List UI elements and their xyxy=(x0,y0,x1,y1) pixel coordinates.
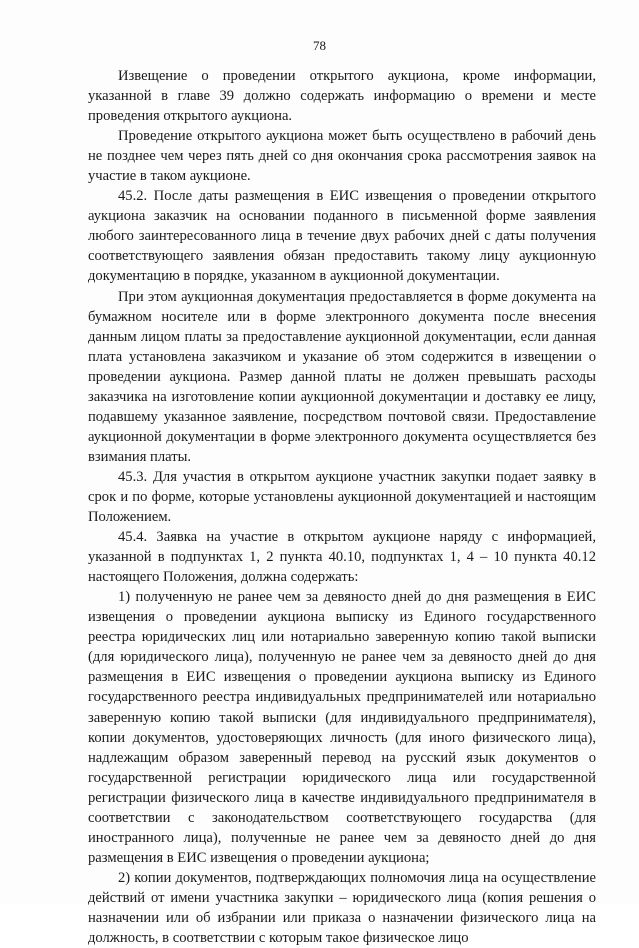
paragraph: Извещение о проведении открытого аукциона, кроме информации, указанной в главе 39 должно содержать информацию о времени и месте проведения открытого аукциона. xyxy=(88,68,596,125)
paragraph: 45.2. После даты размещения в ЕИС извещения о проведении открытого аукциона заказчик на основании поданного в письменной форме заявления любого заинтересованного лица в течение двух рабочих дней с даты получения соответствующего заявления обязан предоставить такому лицу аукционную документацию в порядке, указанном в аукционной документации. xyxy=(88,188,596,285)
paragraph: 45.4. Заявка на участие в открытом аукционе наряду с информацией, указанной в подпунктах 1, 2 пункта 40.10, подпунктах 1, 4 – 10 пункта 40.12 настоящего Положения, должна содержать: xyxy=(88,529,596,586)
page-number: 78 xyxy=(313,38,326,53)
body-text xyxy=(88,66,596,948)
paragraph: 2) копии документов, подтверждающих полномочия лица на осуществление действий от имени участника закупки – юридического лица (копия решения о назначении или об избрании или приказа о назначении физического лица на должность, в соответствии с которым такое физическое лицо xyxy=(88,869,596,947)
paragraph: При этом аукционная документация предоставляется в форме документа на бумажном носителе или в форме электронного документа после внесения данным лицом платы за предоставление аукционной документации, если данная плата установлена заказчиком и указание об этом содержится в извещении о проведении аукциона. Размер данной платы не должен превышать расходы заказчика на изготовление копии аукционной документации и доставку ее лицу, подавшему указанное заявление, посредством почтовой связи. Предоставление аукционной документации в форме электронного документа осуществляется без взимания платы. xyxy=(88,288,596,465)
paragraph: 45.3. Для участия в открытом аукционе участник закупки подает заявку в срок и по форме, которые установлены аукционной документацией и настоящим Положением. xyxy=(88,468,596,526)
paragraph: 1) полученную не ранее чем за девяносто дней до дня размещения в ЕИС извещения о проведении аукциона выписку из Единого государственного реестра юридических лиц или нотариально заверенную копию такой выписки (для юридического лица), полученную не ранее чем за девяносто дней до дня размещения в ЕИС извещения о проведении аукциона выписку из Единого государственного реестра индивидуальных предпринимателей или нотариально заверенную копию такой выписки (для индивидуального предпринимателя), копии документов, удостоверяющих личность (для иного физического лица), надлежащим образом заверенный перевод на русский язык документов о государственной регистрации юридического лица или государственной регистрации физического лица в качестве индивидуального предпринимателя в соответствии с законодательством соответствующего государства (для иностранного лица), полученные не ранее чем за девяносто дней до дня размещения в ЕИС извещения о проведении аукциона; xyxy=(88,589,596,866)
paragraph: Проведение открытого аукциона может быть осуществлено в рабочий день не позднее чем через пять дней со дня окончания срока рассмотрения заявок на участие в таком аукционе. xyxy=(88,128,596,185)
